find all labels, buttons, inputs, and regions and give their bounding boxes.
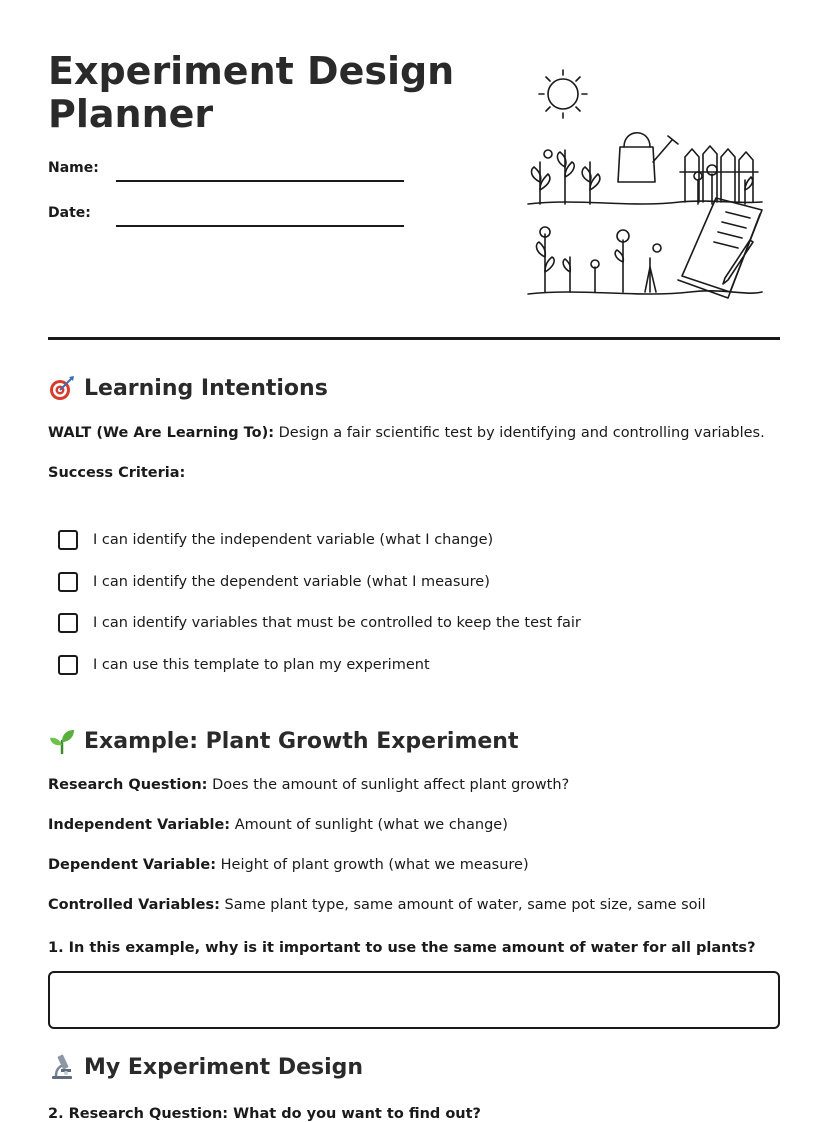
title-line-2: Planner [48, 92, 214, 136]
criteria-item [58, 613, 581, 633]
criteria-item [58, 572, 490, 592]
title-line-1: Experiment Design [48, 49, 455, 93]
question-1 [48, 940, 755, 956]
success-criteria-title: Success Criteria: [48, 465, 186, 481]
controlled-variables-row [48, 897, 706, 913]
learning-intentions-heading [48, 374, 328, 402]
notebook-icon [678, 198, 762, 298]
criteria-text-1: I can identify the independent variable (what I change) [93, 532, 494, 548]
criteria-text-2: I can identify the dependent variable (what I measure) [93, 574, 490, 590]
criteria-checkbox-4[interactable] [58, 655, 78, 675]
rq-label: Research Question: [48, 777, 208, 793]
page-title [48, 50, 478, 136]
cv-label: Controlled Variables: [48, 897, 220, 913]
walt-statement [48, 425, 765, 441]
rq-text: Does the amount of sunlight affect plant growth? [212, 777, 570, 793]
criteria-checkbox-2[interactable] [58, 572, 78, 592]
iv-text: Amount of sunlight (what we change) [234, 817, 508, 833]
dv-text: Height of plant growth (what we measure) [220, 857, 529, 873]
walt-label: WALT (We Are Learning To): [48, 425, 274, 441]
garden-illustration [520, 62, 770, 312]
criteria-item [58, 530, 493, 550]
sun-icon [539, 70, 587, 118]
question-1-text: 1. In this example, why is it important to use the same amount of water for all plants? [48, 940, 756, 956]
dependent-variable-row [48, 857, 529, 873]
watering-can-icon [618, 133, 678, 182]
research-question-row [48, 777, 569, 793]
design-title: My Experiment Design [84, 1054, 364, 1080]
independent-variable-row [48, 817, 508, 833]
criteria-item [58, 655, 430, 675]
success-criteria-label [48, 465, 185, 481]
criteria-checkbox-1[interactable] [58, 530, 78, 550]
seedling-icon [48, 727, 76, 755]
design-heading [48, 1053, 363, 1081]
criteria-text-3: I can identify variables that must be controlled to keep the test fair [93, 615, 581, 631]
example-title: Example: Plant Growth Experiment [84, 728, 519, 754]
fence-icon [680, 146, 758, 202]
example-heading [48, 727, 519, 755]
header-divider [48, 337, 780, 340]
name-label: Name: [48, 160, 99, 176]
walt-text: Design a fair scientific test by identifying and controlling variables. [278, 425, 765, 441]
target-icon [48, 374, 76, 402]
flowers-icon [537, 227, 661, 292]
name-field[interactable] [116, 180, 404, 182]
microscope-icon [48, 1053, 76, 1081]
iv-label: Independent Variable: [48, 817, 231, 833]
criteria-checkbox-3[interactable] [58, 613, 78, 633]
cv-text: Same plant type, same amount of water, same pot size, same soil [224, 897, 706, 913]
dv-label: Dependent Variable: [48, 857, 217, 873]
learning-intentions-title: Learning Intentions [84, 375, 328, 401]
question-2: 2. Research Question: What do you want to find out? [48, 1106, 481, 1122]
question-1-answer-box[interactable] [48, 971, 780, 1029]
plants-icon [532, 150, 753, 204]
criteria-text-4: I can use this template to plan my experiment [93, 657, 430, 673]
date-label: Date: [48, 205, 91, 221]
date-field[interactable] [116, 225, 404, 227]
